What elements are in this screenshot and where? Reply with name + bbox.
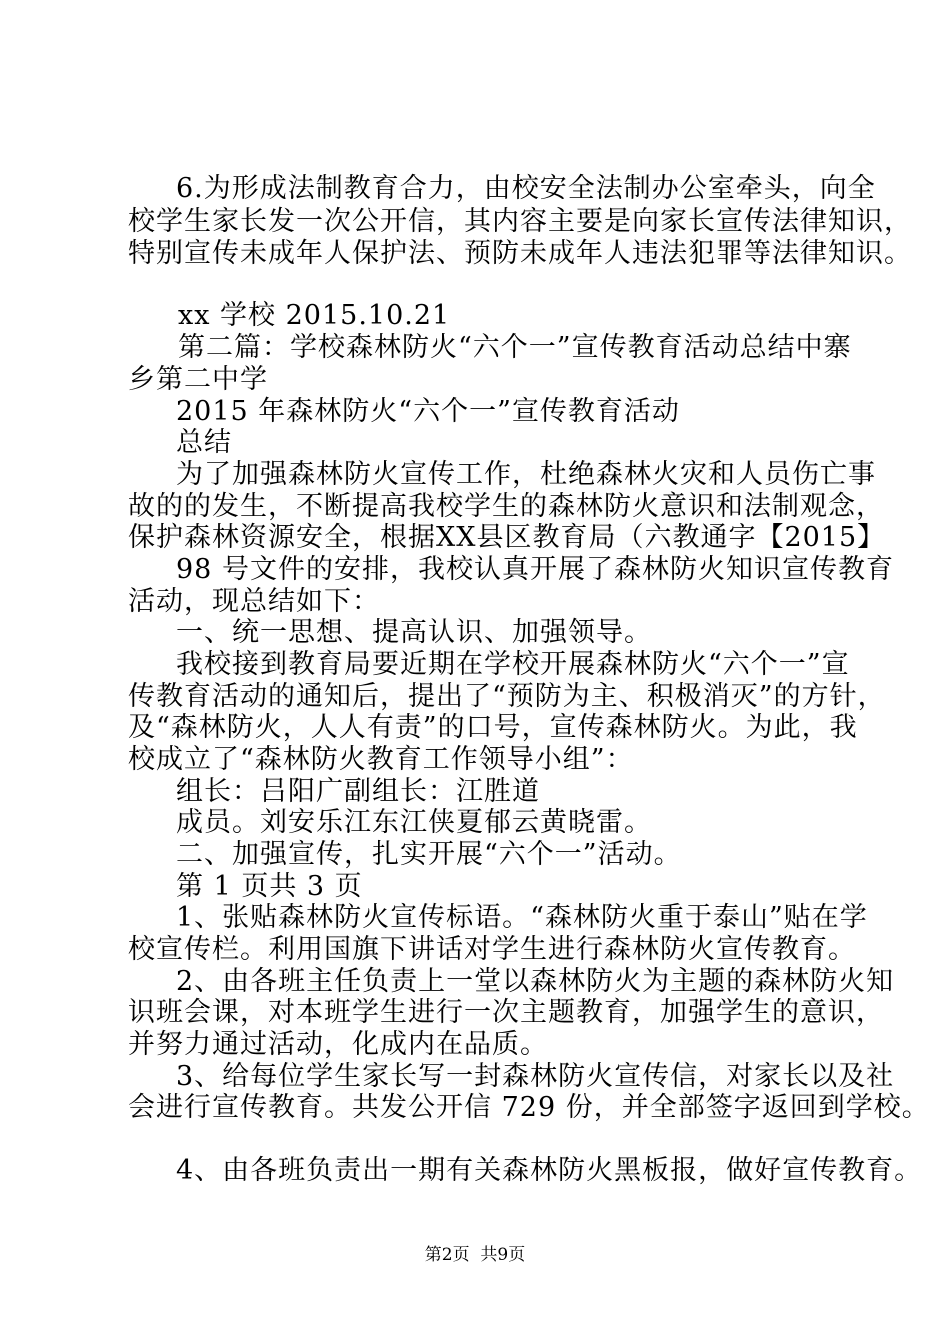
paragraph-line: 4、由各班负责出一期有关森林防火黑板报，做好宣传教育。 [176,1155,923,1186]
paragraph-line: 6.为形成法制教育合力，由校安全法制办公室牵头，向全 [176,173,876,204]
paragraph-line: 组长：吕阳广副组长：江胜道 [176,776,540,807]
paragraph-line: 会进行宣传教育。共发公开信 729 份，并全部签字返回到学校。 [128,1092,930,1123]
paragraph-line: 为了加强森林防火宣传工作，杜绝森林火灾和人员伤亡事 [176,459,876,490]
section-heading-continued: 乡第二中学 [128,364,268,395]
paragraph-line: 3、给每位学生家长写一封森林防火宣传信，对家长以及社 [176,1061,895,1092]
document-title-continued: 总结 [176,427,232,458]
paragraph-line: 并努力通过活动，化成内在品质。 [128,1029,548,1060]
paragraph-line: 98 号文件的安排，我校认真开展了森林防火知识宣传教育 [176,554,894,585]
paragraph-line: 校宣传栏。利用国旗下讲话对学生进行森林防火宣传教育。 [128,934,856,965]
page-footer: 第2页 共9页 [424,1245,526,1265]
subsection-heading: 一、统一思想、提高认识、加强领导。 [176,617,652,648]
paragraph-line: 活动，现总结如下： [128,586,380,617]
paragraph-line: 成员。刘安乐江东江侠夏郁云黄晓雷。 [176,807,652,838]
section-heading: 第二篇：学校森林防火“六个一”宣传教育活动总结中寨 [178,332,852,363]
paragraph-line: 保护森林资源安全，根据XX县区教育局（六教通字【2015】 [128,522,886,553]
paragraph-line: 我校接到教育局要近期在学校开展森林防火“六个一”宣 [176,649,850,680]
document-title: 2015 年森林防火“六个一”宣传教育活动 [176,396,680,427]
subsection-heading: 二、加强宣传，扎实开展“六个一”活动。 [176,839,682,870]
paragraph-line: 特别宣传未成年人保护法、预防未成年人违法犯罪等法律知识。 [128,238,912,269]
paragraph-line: 故的的发生，不断提高我校学生的森林防火意识和法制观念， [128,491,884,522]
inline-page-marker: 第 1 页共 3 页 [176,871,363,902]
paragraph-line: 传教育活动的通知后，提出了“预防为主、积极消灭”的方针， [128,681,886,712]
school-signature-date: xx 学校 2015.10.21 [178,300,451,331]
paragraph-line: 2、由各班主任负责上一堂以森林防火为主题的森林防火知 [176,966,895,997]
paragraph-line: 1、张贴森林防火宣传标语。“森林防火重于泰山”贴在学 [176,902,868,933]
paragraph-line: 及“森林防火，人人有责”的口号，宣传森林防火。为此，我 [128,712,858,743]
paragraph-line: 校学生家长发一次公开信，其内容主要是向家长宣传法律知识， [128,206,912,237]
paragraph-line: 识班会课，对本班学生进行一次主题教育，加强学生的意识， [128,997,884,1028]
paragraph-line: 校成立了“森林防火教育工作领导小组”： [128,744,634,775]
